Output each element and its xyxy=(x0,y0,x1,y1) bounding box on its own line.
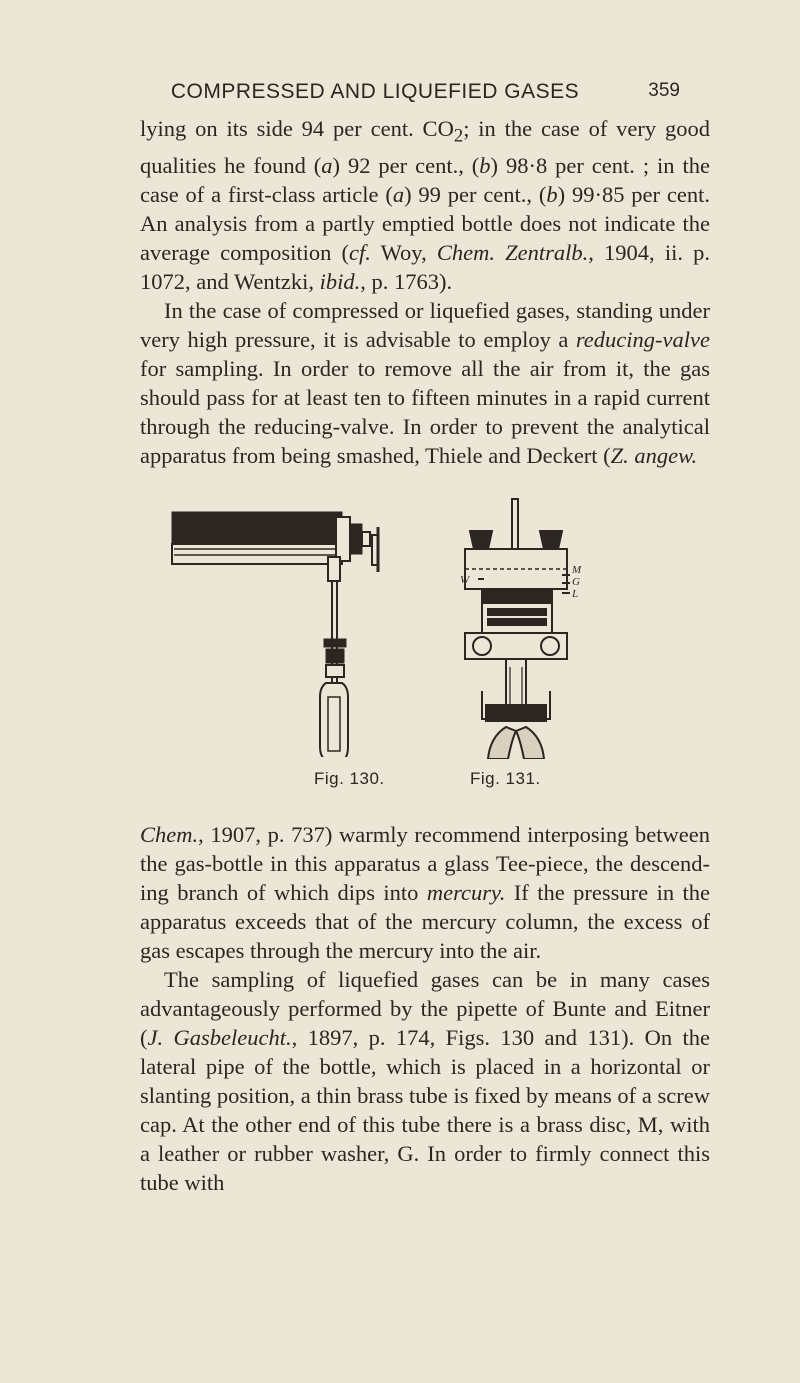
figures xyxy=(140,497,710,797)
text-run: , 1904, ii. p. 1072, and Wentzki, xyxy=(140,239,710,294)
italic-run: a xyxy=(321,152,333,178)
italic-run: Chem. Zentralb. xyxy=(436,239,589,265)
label-l: L xyxy=(572,588,579,600)
italic-run: a xyxy=(392,181,405,207)
body-text-top xyxy=(140,114,710,470)
text-run: ) 98·8 per cent. ; in the case of a first-class article ( xyxy=(140,152,710,207)
text-run: If the pressure in the apparatus exceeds that of the mercury column, the excess of gas escapes through the mercury into the air. xyxy=(140,880,710,963)
italic-run: Z. angew. xyxy=(610,442,698,468)
paragraph xyxy=(140,114,710,296)
italic-run: reducing-valve xyxy=(575,326,710,352)
paragraph xyxy=(140,965,710,1197)
running-title: COMPRESSED AND LIQUEFIED GASES xyxy=(170,80,580,103)
italic-run: Chem. xyxy=(140,822,199,847)
text-run: ) 92 per cent., ( xyxy=(332,152,480,178)
text-run: ) 99·85 per cent. An analysis from a partly emptied bottle does not indicate the average composition ( xyxy=(140,181,710,265)
text-run: for sampling. In order to remove all the air from it, the gas should pass for at least ten to fifteen minutes in a rapid current through the reducing-valve. In order to prevent the analytical apparatus from being smashed, Thiele and Deckert ( xyxy=(140,355,710,468)
text-run: , p. 1763). xyxy=(360,268,453,294)
text-run: ) 99 per cent., ( xyxy=(404,181,547,207)
subscript: 2 xyxy=(453,125,464,147)
fig-131-drawing xyxy=(460,491,680,759)
italic-run: b xyxy=(479,152,491,178)
fig-130-drawing xyxy=(160,497,420,757)
fig-130-caption: Fig. 130. xyxy=(314,769,385,788)
paragraph xyxy=(140,820,710,965)
label-g: G xyxy=(572,576,580,588)
italic-run: J. Gasbeleucht. xyxy=(147,1025,292,1050)
text-run: , 1897, p. 174, Figs. 130 and 131). On the lateral pipe of the bottle, which is placed in a horizontal or slanting position, a thin brass tube is fixed by means of a screw cap. At the other end of this tube there is a brass disc, M, with a leather or rubber washer, G. In order to firmly connect this tube with xyxy=(140,1025,710,1195)
paragraph xyxy=(140,296,710,470)
body-text-bottom xyxy=(140,820,710,1197)
label-m: M xyxy=(572,564,582,576)
label-w: W xyxy=(460,574,470,586)
text-run: In the case of compressed or liquefied gases, standing under very high pressure, it is advisable to employ a xyxy=(140,297,710,352)
text-run: lying on its side 94 per cent. CO xyxy=(140,116,454,141)
fig-131-caption: Fig. 131. xyxy=(470,769,541,788)
text-run: Woy, xyxy=(370,239,437,265)
page-number: 359 xyxy=(648,80,680,101)
text-run: , 1907, p. 737) warmly recommend interposing between the gas-bottle in this apparatus a glass Tee-piece, the descend-ing branch of which dips into xyxy=(140,822,710,905)
italic-run: mercury. xyxy=(426,880,506,905)
italic-run: cf. xyxy=(348,239,371,265)
text-run: ; in the case of very good qualities he found ( xyxy=(140,116,711,178)
italic-run: b xyxy=(546,181,558,207)
italic-run: ibid. xyxy=(319,268,361,294)
text-run: The sampling of liquefied gases can be in many cases advantageously performed by the pipette of Bunte and Eitner ( xyxy=(140,967,710,1050)
